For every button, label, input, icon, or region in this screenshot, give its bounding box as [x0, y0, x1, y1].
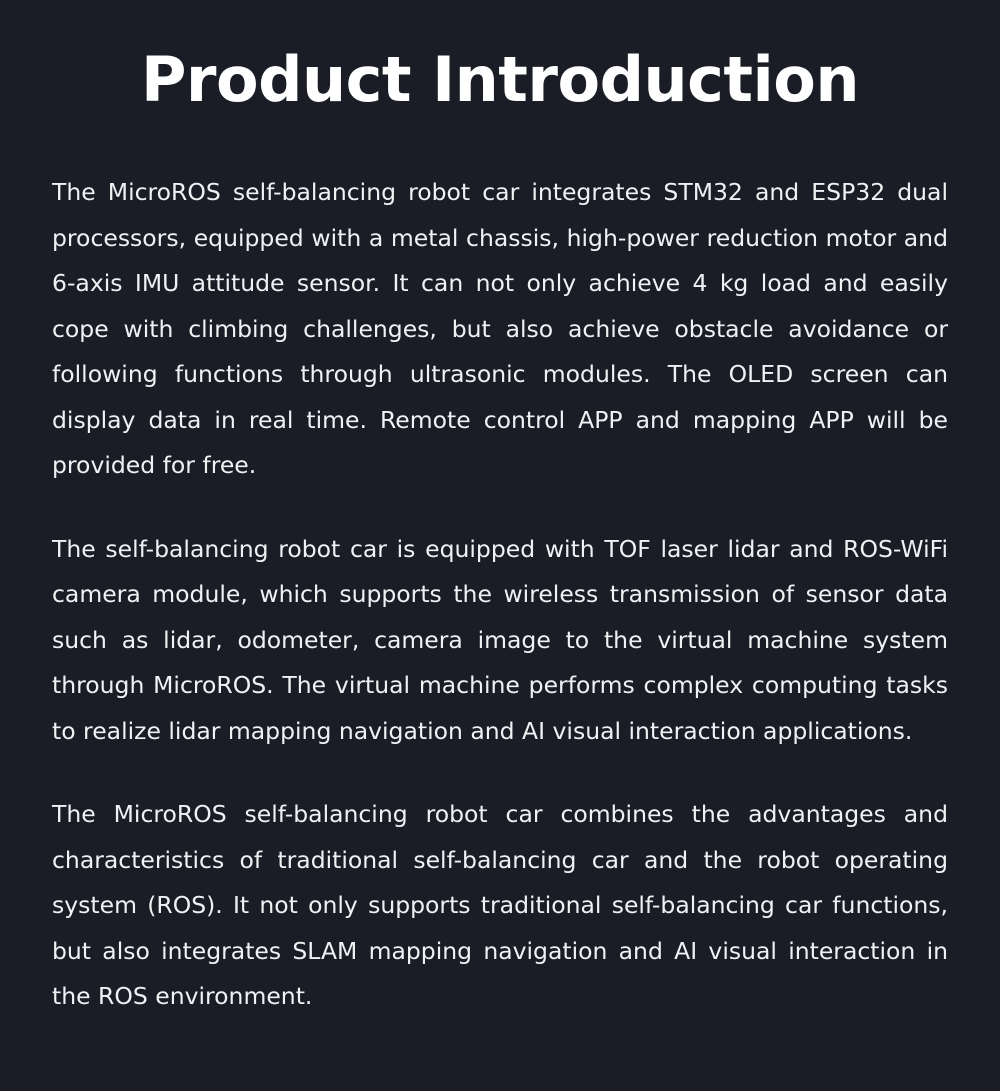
page-title: Product Introduction: [140, 43, 859, 116]
intro-paragraph-1: The MicroROS self-balancing robot car integrates STM32 and ESP32 dual processors, equipped with a metal chassis, high-power reduction motor and 6-axis IMU attitude sensor. It can not only achieve 4 kg load and easily cope with climbing challenges, but also achieve obstacle avoidance or following functions through ultrasonic modules. The OLED screen can display data in real time. Remote control APP and mapping APP will be provided for free.: [52, 178, 948, 480]
intro-paragraph-3: The MicroROS self-balancing robot car combines the advantages and characteristics of traditional self-balancing car and the robot operating system (ROS). It not only supports traditional self-balancing car functions, but also integrates SLAM mapping navigation and AI visual interaction in the ROS environment.: [52, 800, 948, 1011]
intro-paragraph-2: The self-balancing robot car is equipped with TOF laser lidar and ROS-WiFi camera module, which supports the wireless transmission of sensor data such as lidar, odometer, camera image to the virtual machine system through MicroROS. The virtual machine performs complex computing tasks to realize lidar mapping navigation and AI visual interaction applications.: [52, 534, 948, 745]
